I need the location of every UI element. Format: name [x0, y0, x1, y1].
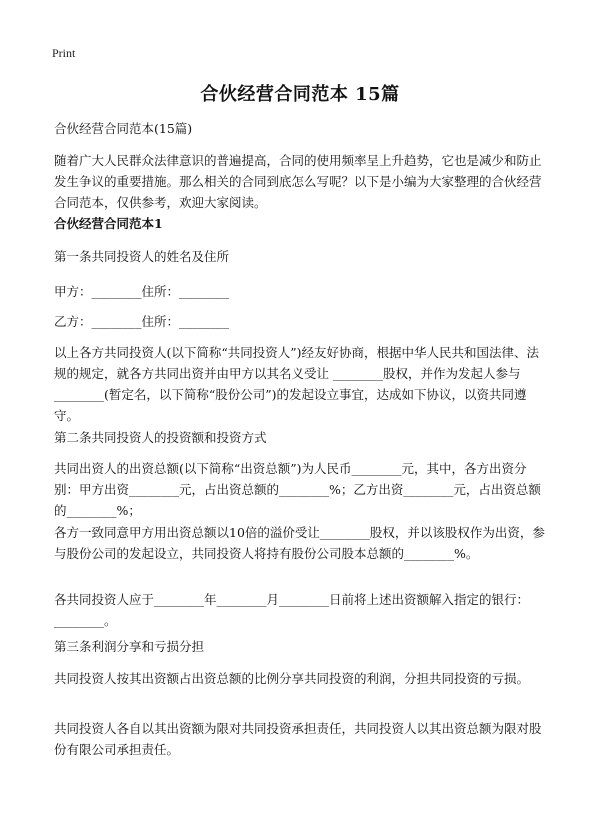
premium-paragraph: 各方一致同意甲方用出资总额以10倍的溢价受让________股权，并以该股权作为出资，参与股份公司的发起设立，共同投资人将持有股份公司股本总额的________%。 [54, 525, 545, 561]
agreement-paragraph: 以上各方共同投资人(以下简称“共同投资人”)经友好协商，根据中华人民共和国法律、法规的规定，就各方共同出资并由甲方以其名义受让 ________股权，并作为发起人参与________(暂定名，以下简称“股份公司”)的发起设立事宜，达成如下协议，以资共同遵守。 [54, 345, 540, 423]
section-heading: 合伙经营合同范本1 [54, 216, 163, 231]
liability-paragraph: 共同投资人各自以其出资额为限对共同投资承担责任，共同投资人以其出资总额为限对股份有限公司承担责任。 [54, 721, 542, 757]
party-b-line: 乙方：________住所：________ [54, 314, 230, 329]
intro-paragraph: 随着广大人民群众法律意识的普遍提高，合同的使用频率呈上升趋势，它也是减少和防止发生争议的重要措施。那么相关的合同到底怎么写呢？以下是小编为大家整理的合伙经营合同范本，仅供参考，欢迎大家阅读。 [54, 153, 542, 210]
profit-paragraph: 共同投资人按其出资额占出资总额的比例分享共同投资的利润，分担共同投资的亏损。 [54, 671, 530, 686]
investment-paragraph: 共同出资人的出资总额(以下简称“出资总额”)为人民币________元，其中，各方出资分别：甲方出资________元，占出资总额的________%；乙方出资________元，占出资总额的________%； [54, 461, 541, 518]
subtitle: 合伙经营合同范本(15篇) [54, 121, 193, 136]
article-2-title: 第二条共同投资人的投资额和投资方式 [54, 430, 267, 445]
article-1-title: 第一条共同投资人的姓名及住所 [54, 249, 230, 264]
party-a-line: 甲方：________住所：________ [54, 284, 230, 299]
page-title: 合伙经营合同范本 15篇 [200, 84, 400, 105]
print-link[interactable]: Print [52, 46, 76, 60]
deadline-paragraph: 各共同投资人应于________年________月________日前将上述出资额解入指定的银行：________。 [54, 592, 530, 628]
article-3-title: 第三条利润分享和亏损分担 [54, 639, 205, 654]
